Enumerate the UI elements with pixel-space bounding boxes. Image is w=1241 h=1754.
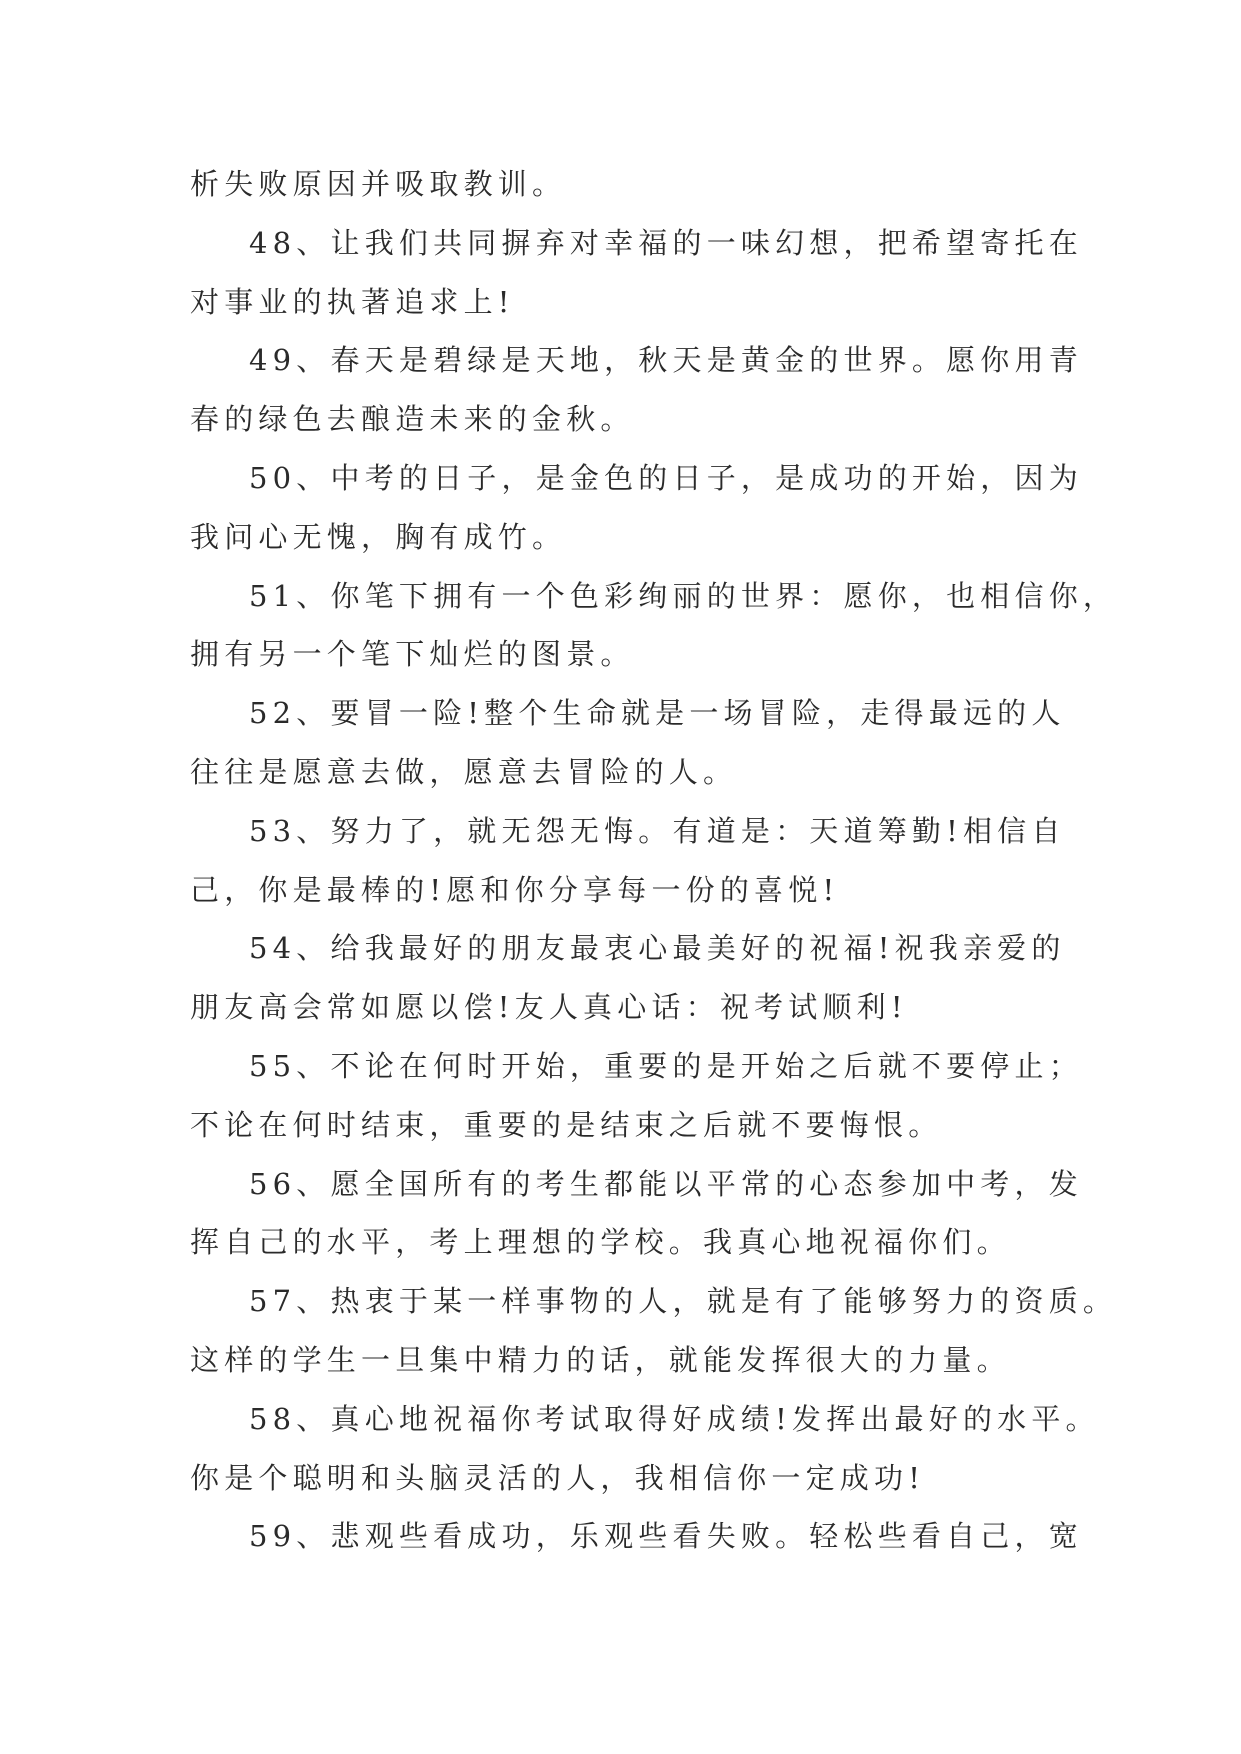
paragraph-first-line: 56、愿全国所有的考生都能以平常的心态参加中考，发 [249, 1166, 1083, 1201]
paragraph-continuation-line: 析失败原因并吸取教训。 [190, 167, 567, 201]
body-text [190, 155, 1118, 1566]
paragraph-first-line: 50、中考的日子，是金色的日子，是成功的开始，因为 [249, 460, 1083, 495]
paragraph-continuation-line: 这样的学生一旦集中精力的话，就能发挥很大的力量。 [190, 1342, 1011, 1377]
paragraph-continuation-line: 对事业的执著追求上! [190, 284, 515, 319]
paragraph-first-line: 53、努力了，就无怨无悔。有道是：天道筹勤!相信自 [249, 813, 1066, 848]
paragraph-continuation-line: 你是个聪明和头脑灵活的人，我相信你一定成功! [190, 1460, 926, 1495]
paragraph-first-line: 55、不论在何时开始，重要的是开始之后就不要停止； [249, 1048, 1083, 1083]
paragraph-continuation-line: 春的绿色去酿造未来的金秋。 [190, 402, 635, 437]
paragraph-continuation-line: 己，你是最棒的!愿和你分享每一份的喜悦! [190, 872, 840, 907]
paragraph-first-line: 58、真心地祝福你考试取得好成绩!发挥出最好的水平。 [249, 1401, 1100, 1436]
paragraph-first-line: 54、给我最好的朋友最衷心最美好的祝福!祝我亲爱的 [249, 931, 1066, 966]
paragraph-first-line: 48、让我们共同摒弃对幸福的一味幻想，把希望寄托在 [249, 225, 1083, 260]
paragraph-continuation-line: 朋友高会常如愿以偿!友人真心话：祝考试顺利! [190, 990, 908, 1025]
paragraph-continuation-line: 挥自己的水平，考上理想的学校。我真心地祝福你们。 [190, 1225, 1011, 1260]
paragraph-continuation-line: 不论在何时结束，重要的是结束之后就不要悔恨。 [190, 1107, 943, 1142]
paragraph-continuation-line: 拥有另一个笔下灿烂的图景。 [190, 637, 635, 672]
paragraph-continuation-line: 往往是愿意去做，愿意去冒险的人。 [190, 754, 738, 789]
paragraph-first-line: 51、你笔下拥有一个色彩绚丽的世界：愿你，也相信你， [249, 578, 1118, 613]
paragraph-first-line: 57、热衷于某一样事物的人，就是有了能够努力的资质。 [249, 1284, 1118, 1319]
paragraph-first-line: 49、春天是碧绿是天地，秋天是黄金的世界。愿你用青 [249, 343, 1083, 378]
paragraph-first-line: 52、要冒一险!整个生命就是一场冒险，走得最远的人 [249, 696, 1066, 731]
paragraph-continuation-line: 我问心无愧，胸有成竹。 [190, 519, 567, 554]
paragraph-first-line: 59、悲观些看成功，乐观些看失败。轻松些看自己，宽 [249, 1519, 1083, 1554]
